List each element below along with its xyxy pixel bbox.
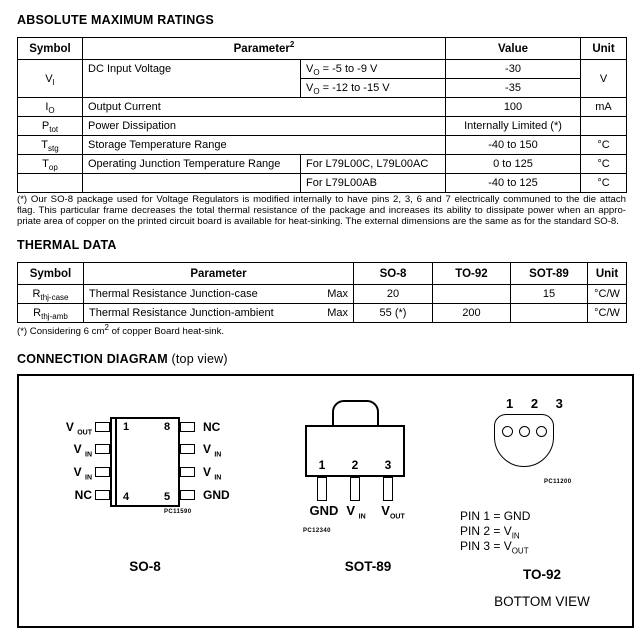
so8-left-pin-label-1 xyxy=(37,420,92,437)
pin-label-text: NC xyxy=(74,488,92,502)
so8-pin-number-5: 5 xyxy=(164,491,171,503)
abs-max-title xyxy=(17,13,214,27)
pin-label-subscript: IN xyxy=(85,451,92,459)
connection-diagram-box xyxy=(17,374,634,628)
header-unit: Unit xyxy=(588,263,627,285)
header-value: Value xyxy=(446,38,581,60)
max-label: Max xyxy=(327,307,348,319)
symbol-subscript: tot xyxy=(49,125,59,135)
pin-label-text: GND xyxy=(309,503,339,518)
pin-label-text: V xyxy=(203,465,212,479)
cond-text: V xyxy=(306,82,314,94)
so8-pin-stub xyxy=(180,444,195,454)
cell-so8: 55 (*) xyxy=(354,304,433,323)
sot89-pin-label-vout xyxy=(369,503,417,521)
cell-param-top-2 xyxy=(83,174,301,193)
sot89-leg xyxy=(350,477,360,501)
symbol-text: R xyxy=(33,307,42,319)
cell-value-vi-1: -30 xyxy=(446,60,581,79)
cell-value-ptot: Internally Limited (*) xyxy=(446,117,581,136)
abs-max-title-text: ABSOLUTE MAXIMUM RATINGS xyxy=(17,13,214,27)
so8-pin-stub xyxy=(95,467,110,477)
sot89-pin-number-1: 1 xyxy=(318,458,326,472)
so8-right-pin-label-5 xyxy=(203,488,230,502)
pin-list-text: PIN 3 = V xyxy=(460,539,512,553)
parameter-footnote-marker: 2 xyxy=(289,39,295,49)
cell-cond-top-1: For L79L00C, L79L00AC xyxy=(301,155,446,174)
pin-label-subscript: OUT xyxy=(77,429,92,437)
table-row-io xyxy=(18,98,627,117)
header-parameter xyxy=(83,38,446,60)
cell-param-vi: DC Input Voltage xyxy=(83,60,301,98)
footnote-line: priate area of copper on the printed circuit board is available for heat-sinking. The external dimensions are the same as for the standard SO-8. xyxy=(17,216,619,227)
so8-right-pin-label-7 xyxy=(203,442,222,459)
footnote-text: (*) Considering 6 cm xyxy=(17,326,105,337)
pin-list-text: PIN 1 = GND xyxy=(460,509,531,523)
header-sot89: SOT-89 xyxy=(511,263,588,285)
so8-left-pin-label-3 xyxy=(37,465,92,482)
cell-value-io: 100 xyxy=(446,98,581,117)
table-row-top-1 xyxy=(18,155,627,174)
sot89-drawing-code: PC12340 xyxy=(303,528,331,534)
pin-label-text: V xyxy=(65,420,74,434)
to92-lead-circle xyxy=(519,426,530,437)
thermal-data-title xyxy=(17,238,117,252)
cell-cond-top-2: For L79L00AB xyxy=(301,174,446,193)
sot89-leg xyxy=(317,477,327,501)
pin-label-text: V xyxy=(73,442,82,456)
pin-list-text: PIN 2 = V xyxy=(460,524,512,538)
pin-list-subscript: OUT xyxy=(511,546,529,556)
header-symbol: Symbol xyxy=(18,263,84,285)
cell-unit: °C/W xyxy=(588,304,627,323)
pin-label-subscript: IN xyxy=(214,474,222,482)
pin-label-text: V xyxy=(73,465,82,479)
cell-cond-vi-1 xyxy=(301,60,446,79)
table-row-tstg xyxy=(18,136,627,155)
pin-label-subscript: IN xyxy=(358,513,366,521)
thermal-footnote xyxy=(17,322,626,337)
cell-value-top-1: 0 to 125 xyxy=(446,155,581,174)
so8-pin1-edge-line xyxy=(115,419,117,505)
cell-symbol-tstg xyxy=(18,136,83,155)
connection-diagram-title xyxy=(17,352,228,366)
cell-symbol xyxy=(18,304,84,323)
table-header-row xyxy=(18,38,627,60)
footnote-superscript: 2 xyxy=(104,322,109,332)
cell-symbol-top-2 xyxy=(18,174,83,193)
cell-so8: 20 xyxy=(354,285,433,304)
so8-pin-stub xyxy=(95,422,110,432)
cell-param-ptot: Power Dissipation xyxy=(83,117,446,136)
symbol-text: T xyxy=(41,139,49,151)
pin-label-text: V xyxy=(203,442,212,456)
cell-unit-tstg: °C xyxy=(581,136,627,155)
so8-pin-number-4: 4 xyxy=(123,491,130,503)
cell-value-top-2: -40 to 125 xyxy=(446,174,581,193)
pin-label-text: GND xyxy=(203,488,230,502)
cond-text: V xyxy=(306,63,314,75)
cell-symbol-io xyxy=(18,98,83,117)
so8-left-pin-label-4 xyxy=(37,488,92,502)
so8-drawing-code: PC11590 xyxy=(164,509,192,515)
symbol-text: R xyxy=(32,288,41,300)
cond-subscript: O xyxy=(313,68,320,78)
cell-cond-vi-2 xyxy=(301,79,446,98)
sot89-pin-number-3: 3 xyxy=(384,458,392,472)
header-to92: TO-92 xyxy=(433,263,511,285)
absolute-maximum-ratings-table xyxy=(17,37,627,193)
to92-pin-list xyxy=(460,509,530,554)
table-row-rthj-amb xyxy=(18,304,627,323)
cell-value-vi-2: -35 xyxy=(446,79,581,98)
to92-pin-numbers: 1 2 3 xyxy=(506,396,570,411)
abs-max-footnote xyxy=(17,194,626,227)
cell-unit: °C/W xyxy=(588,285,627,304)
header-parameter-text: Parameter xyxy=(233,42,290,55)
symbol-text: P xyxy=(41,120,50,132)
symbol-subscript: I xyxy=(52,77,55,87)
so8-left-pin-label-2 xyxy=(37,442,92,459)
to92-package-outline xyxy=(494,414,554,467)
cell-unit-io: mA xyxy=(581,98,627,117)
table-row-top-2 xyxy=(18,174,627,193)
cell-unit-ptot xyxy=(581,117,627,136)
table-row-vi-1 xyxy=(18,60,627,79)
cell-unit-top-1: °C xyxy=(581,155,627,174)
so8-pin-number-8: 8 xyxy=(164,421,171,433)
cell-to92 xyxy=(433,285,511,304)
to92-pin-list-item xyxy=(460,524,530,539)
cell-symbol-vi xyxy=(18,60,83,98)
connection-diagram-title-text: CONNECTION DIAGRAM xyxy=(17,352,168,366)
connection-diagram-title-suffix: (top view) xyxy=(167,352,228,366)
table-header-row xyxy=(18,263,627,285)
symbol-subscript: op xyxy=(48,163,58,173)
cell-param-top: Operating Junction Temperature Range xyxy=(83,155,301,174)
symbol-subscript: thj-case xyxy=(40,293,69,303)
symbol-subscript: O xyxy=(48,106,55,116)
to92-package-label: TO-92 xyxy=(522,567,561,582)
so8-package-body xyxy=(110,417,180,507)
to92-lead-circle xyxy=(536,426,547,437)
table-row-rthj-case xyxy=(18,285,627,304)
pin-label-text: NC xyxy=(203,420,221,434)
so8-pin-stub xyxy=(180,467,195,477)
so8-pin-stub xyxy=(95,490,110,500)
symbol-subscript: stg xyxy=(48,144,59,154)
pin-label-subscript: OUT xyxy=(389,513,405,521)
to92-pin-list-item xyxy=(460,539,530,554)
to92-pin-list-item xyxy=(460,509,530,524)
sot89-pin-number-2: 2 xyxy=(351,458,359,472)
cell-param-io: Output Current xyxy=(83,98,446,117)
so8-package-label: SO-8 xyxy=(129,559,161,574)
pin-list-subscript: IN xyxy=(511,531,520,541)
thermal-data-table xyxy=(17,262,627,323)
max-label: Max xyxy=(327,288,348,300)
cell-unit-vi: V xyxy=(581,60,627,98)
table-row-ptot xyxy=(18,117,627,136)
cell-to92: 200 xyxy=(433,304,511,323)
so8-right-pin-label-6 xyxy=(203,465,222,482)
symbol-text: I xyxy=(45,101,49,113)
pin-label-subscript: IN xyxy=(85,474,92,482)
parameter-text: Thermal Resistance Junction-case xyxy=(89,288,258,300)
header-unit: Unit xyxy=(581,38,627,60)
to92-bottom-view-label: BOTTOM VIEW xyxy=(494,594,590,609)
pin-label-text: V xyxy=(346,503,356,518)
cond-rest: = -5 to -9 V xyxy=(319,63,378,75)
cell-parameter xyxy=(84,285,354,304)
symbol-text: T xyxy=(42,158,49,170)
to92-drawing-code: PC11200 xyxy=(544,479,572,485)
header-symbol: Symbol xyxy=(18,38,83,60)
symbol-subscript: thj-amb xyxy=(41,312,68,322)
to92-lead-circle xyxy=(502,426,513,437)
cell-param-tstg: Storage Temperature Range xyxy=(83,136,446,155)
cell-value-tstg: -40 to 150 xyxy=(446,136,581,155)
cell-symbol-top xyxy=(18,155,83,174)
cond-subscript: O xyxy=(313,87,320,97)
header-so8: SO-8 xyxy=(354,263,433,285)
so8-pin-stub xyxy=(180,490,195,500)
pin-label-text: V xyxy=(381,503,390,518)
so8-pin-stub xyxy=(180,422,195,432)
footnote-line: flag. This particular frame decreases the total thermal resistance of the package and increases its ability to dissipate power when an appro- xyxy=(17,205,626,216)
sot89-leg xyxy=(383,477,393,501)
footnote-text: of copper Board heat-sink. xyxy=(108,326,225,337)
cell-symbol xyxy=(18,285,84,304)
sot89-package-label: SOT-89 xyxy=(344,559,392,574)
header-parameter: Parameter xyxy=(84,263,354,285)
cond-rest: = -12 to -15 V xyxy=(319,82,390,94)
parameter-text: Thermal Resistance Junction-ambient xyxy=(89,307,274,319)
cell-sot89 xyxy=(511,304,588,323)
so8-right-pin-label-8 xyxy=(203,420,220,434)
footnote-line: (*) Our SO-8 package used for Voltage Regulators is modified internally to have pins 2, 3, 6 and 7 electrically communed to the die attach xyxy=(17,194,626,205)
cell-parameter xyxy=(84,304,354,323)
so8-pin-number-1: 1 xyxy=(123,421,130,433)
cell-symbol-ptot xyxy=(18,117,83,136)
so8-pin-stub xyxy=(95,444,110,454)
pin-label-subscript: IN xyxy=(214,451,222,459)
thermal-data-title-text: THERMAL DATA xyxy=(17,238,117,252)
symbol-text: V xyxy=(45,72,53,85)
cell-unit-top-2: °C xyxy=(581,174,627,193)
cell-sot89: 15 xyxy=(511,285,588,304)
